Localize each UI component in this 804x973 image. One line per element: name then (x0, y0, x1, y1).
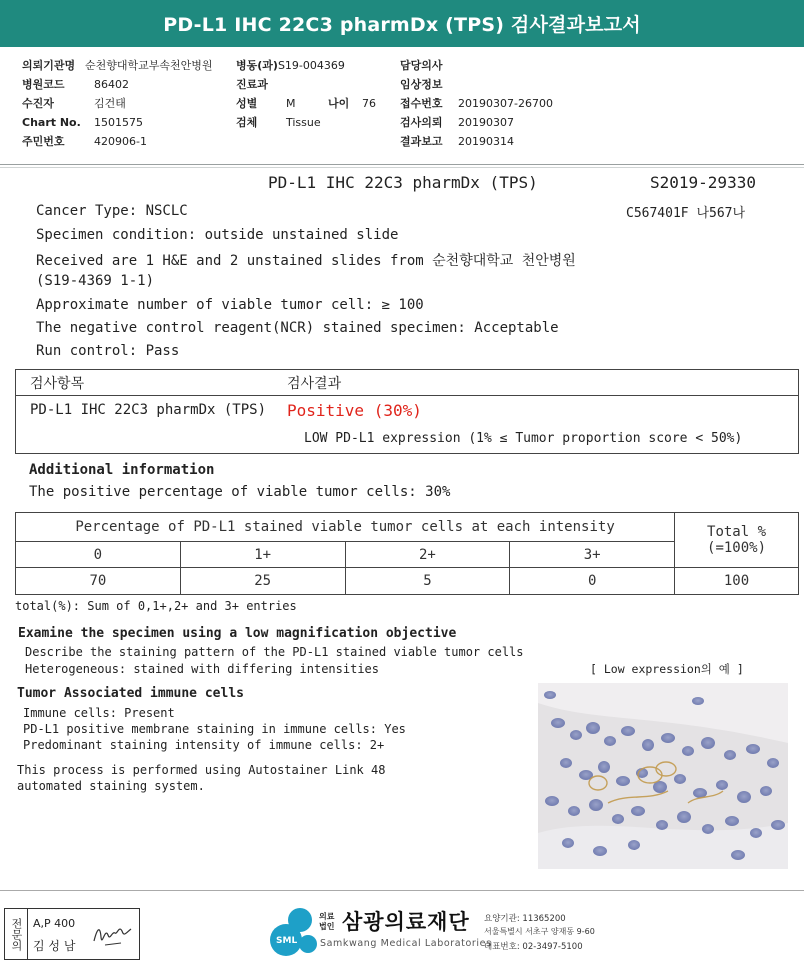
org-prefix-1: 의료 (319, 912, 335, 921)
hospital-code-label: 병원코드 (22, 78, 65, 91)
microscopy-image-svg (538, 683, 788, 869)
result-value: Positive (30%) (287, 401, 422, 420)
receipt-no-value: 20190307-26700 (458, 97, 553, 110)
sub-code: C567401F 나567나 (626, 206, 746, 221)
examine-heading: Examine the specimen using a low magnification objective (18, 626, 457, 641)
org-prefix (319, 912, 334, 932)
signature-icon (91, 919, 135, 953)
intensity-level-2: 2+ (345, 542, 510, 568)
intensity-table (15, 512, 799, 595)
hospital-label: 의뢰기관명 (22, 59, 76, 72)
header-divider-2 (0, 167, 804, 168)
age-value: 76 (362, 97, 376, 110)
additional-info-heading: Additional information (29, 462, 215, 478)
receipt-no-label: 접수번호 (400, 97, 443, 110)
total-note: total(%): Sum of 0,1+,2+ and 3+ entries (15, 599, 297, 613)
hospital-value: 순천향대학교부속천안병원 (85, 59, 213, 72)
patient-label: 수진자 (22, 97, 54, 110)
hospital-code-value: 86402 (94, 78, 129, 91)
intensity-table-caption: Percentage of PD-L1 stained viable tumor cells at each intensity (16, 513, 675, 542)
org-code: 요양기관: 11365200 (484, 914, 566, 924)
run-control-line: Run control: Pass (36, 343, 180, 359)
intensity-value-0: 70 (16, 568, 181, 595)
report-date-value: 20190314 (458, 135, 514, 148)
intensity-level-3: 3+ (510, 542, 675, 568)
result-col-result-header: 검사결과 (287, 376, 342, 392)
process-line-2: automated staining system. (17, 779, 205, 793)
specimen-value: Tissue (286, 116, 321, 129)
total-header (675, 513, 799, 568)
logo-text: SML (276, 936, 298, 946)
org-address: 서울특별시 서초구 양재동 9-60 (484, 927, 595, 936)
expression-level: LOW PD-L1 expression (1% ≤ Tumor proportion score < 50%) (304, 431, 743, 446)
report-number: S2019-29330 (650, 173, 756, 192)
header-divider (0, 164, 804, 165)
ward-field (236, 56, 345, 75)
stamp-code: A,P 400 (33, 917, 76, 930)
microscopy-image (538, 683, 788, 869)
total-header-label: Total % (707, 524, 767, 540)
org-phone: 대표번호: 02-3497-5100 (484, 942, 583, 952)
report-date-label: 결과보고 (400, 135, 443, 148)
org-name: 삼광의료재단 (342, 910, 470, 934)
sex-value: M (286, 97, 296, 110)
intensity-total: 100 (675, 568, 799, 595)
immune-line-3: Predominant staining intensity of immune cells: 2+ (23, 738, 385, 752)
intensity-value-3: 0 (510, 568, 675, 595)
chart-no-value: 1501575 (94, 116, 143, 129)
sml-logo-icon (266, 906, 320, 960)
resident-no-label: 주민번호 (22, 135, 65, 148)
resident-no-value: 420906-1 (94, 135, 147, 148)
intensity-value-1: 25 (180, 568, 345, 595)
clinical-info-label: 임상정보 (400, 78, 443, 91)
org-prefix-2: 법인 (319, 922, 335, 931)
header-col2 (236, 75, 376, 132)
intensity-level-0: 0 (16, 542, 181, 568)
patient-value: 김건태 (94, 97, 126, 110)
examine-line-1: Describe the staining pattern of the PD-L1 stained viable tumor cells (25, 645, 524, 659)
intensity-value-2: 5 (345, 568, 510, 595)
result-item-name: PD-L1 IHC 22C3 pharmDx (TPS) (30, 402, 267, 418)
result-box-header-divider (15, 395, 799, 396)
chart-no-label: Chart No. (22, 116, 81, 129)
result-col-item-header: 검사항목 (30, 376, 85, 392)
immune-heading: Tumor Associated immune cells (17, 686, 244, 701)
sex-label: 성별 (236, 97, 258, 110)
stamp-label: 전문의 (5, 909, 28, 959)
doctor-label: 담당의사 (400, 59, 443, 72)
org-name-en: Samkwang Medical Laboratories (320, 938, 492, 949)
footer-divider (0, 890, 804, 891)
ward-value: S19-004369 (277, 59, 345, 72)
specimen-condition-line: Specimen condition: outside unstained slide (36, 227, 399, 243)
viable-cell-line: Approximate number of viable tumor cell: ≥ 100 (36, 297, 424, 313)
request-date-value: 20190307 (458, 116, 514, 129)
process-line-1: This process is performed using Autostainer Link 48 (17, 763, 386, 777)
additional-info-text: The positive percentage of viable tumor cells: 30% (29, 484, 451, 500)
stamp-name: 김 성 남 (33, 939, 76, 953)
dept-label: 진료과 (236, 78, 268, 91)
pathologist-stamp (4, 908, 140, 960)
header-col1 (22, 56, 245, 151)
total-header-sub: (=100%) (707, 540, 767, 556)
request-date-label: 검사의뢰 (400, 116, 443, 129)
intensity-level-1: 1+ (180, 542, 345, 568)
cancer-type-line: Cancer Type: NSCLC (36, 203, 188, 219)
test-name-heading: PD-L1 IHC 22C3 pharmDx (TPS) (268, 173, 538, 192)
age-label: 나이 (328, 97, 350, 110)
specimen-label: 검체 (236, 116, 258, 129)
received-line: Received are 1 H&E and 2 unstained slides from 순천향대학교 천안병원 (36, 253, 576, 269)
ward-label: 병동(과) (236, 59, 278, 72)
report-title: PD-L1 IHC 22C3 pharmDx (TPS) 검사결과보고서 (0, 0, 804, 47)
immune-line-2: PD-L1 positive membrane staining in immune cells: Yes (23, 722, 406, 736)
immune-line-1: Immune cells: Present (23, 706, 175, 720)
image-caption: [ Low expression의 예 ] (590, 662, 744, 676)
ncr-line: The negative control reagent(NCR) stained specimen: Acceptable (36, 320, 559, 336)
header-col3 (400, 56, 553, 151)
examine-line-2: Heterogeneous: stained with differing intensities (25, 662, 380, 676)
slide-id-line: (S19-4369 1-1) (36, 273, 155, 289)
